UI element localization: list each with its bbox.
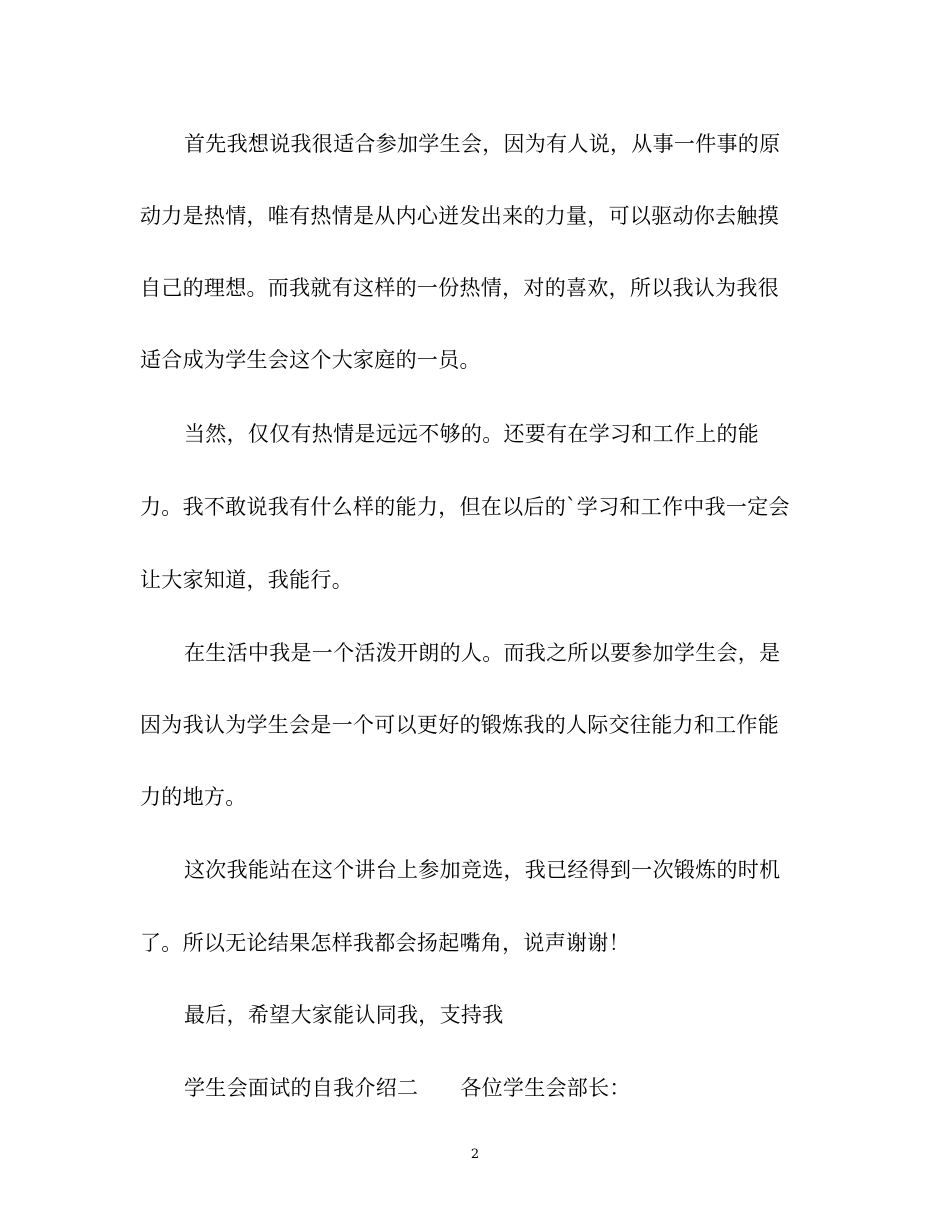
section-title: 学生会面试的自我介绍二	[184, 1076, 419, 1100]
paragraph-4-line-2: 了。所以无论结果怎样我都会扬起嘴角，说声谢谢！	[140, 931, 630, 955]
paragraph-3-line-3: 力的地方。	[140, 785, 247, 809]
paragraph-5-line-1: 最后，希望大家能认同我，支持我	[184, 1003, 504, 1027]
page-number: 2	[470, 1147, 480, 1162]
paragraph-2-line-1: 当然，仅仅有热情是远远不够的。还要有在学习和工作上的能	[184, 422, 760, 446]
paragraph-2-line-3: 让大家知道，我能行。	[140, 568, 353, 592]
paragraph-3-line-1: 在生活中我是一个活泼开朗的人。而我之所以要参加学生会，是	[184, 641, 781, 665]
paragraph-3-line-2: 因为我认为学生会是一个可以更好的锻炼我的人际交往能力和工作能	[140, 713, 779, 737]
salutation: 各位学生会部长：	[460, 1076, 631, 1100]
paragraph-1-line-3: 自己的理想。而我就有这样的一份热情，对的喜欢，所以我认为我很	[140, 276, 779, 300]
paragraph-1-line-2: 动力是热情，唯有热情是从内心迸发出来的力量，可以驱动你去触摸	[140, 204, 779, 228]
paragraph-1-line-4: 适合成为学生会这个大家庭的一员。	[140, 348, 481, 372]
section-heading	[184, 1074, 631, 1102]
paragraph-4-line-1: 这次我能站在这个讲台上参加竞选，我已经得到一次锻炼的时机	[184, 858, 781, 882]
paragraph-2-line-2: 力。我不敢说我有什么样的能力，但在以后的`学习和工作中我一定会	[140, 495, 790, 519]
paragraph-1-line-1: 首先我想说我很适合参加学生会，因为有人说，从事一件事的原	[184, 132, 781, 156]
